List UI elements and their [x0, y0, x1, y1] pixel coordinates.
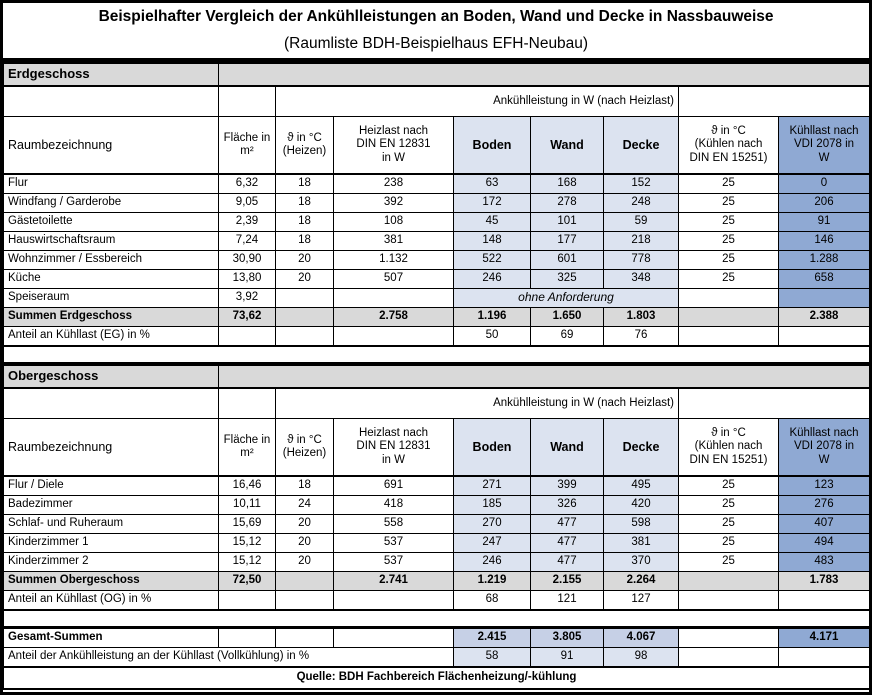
- cell-share-area: [219, 327, 276, 347]
- col-header-temp-cooling-line3: DIN EN 15251): [689, 453, 768, 466]
- table-row-grand-share: [4, 648, 870, 668]
- col-header-coolload-line1: Kühllast nach: [789, 427, 859, 440]
- col-header-wall: Wand: [531, 419, 604, 477]
- spacer-cell: [4, 346, 870, 363]
- cell-coolload: 407: [779, 515, 870, 534]
- cell-grand-share-label: Anteil der Ankühlleistung an der Kühllast (Vollkühlung) in %: [4, 648, 454, 668]
- cell-heatload: 507: [334, 270, 454, 289]
- col-header-heatload-line1: Heizlast nach: [358, 125, 429, 138]
- col-header-area-line2: m²: [240, 447, 254, 459]
- cell-ceiling: 348: [604, 270, 679, 289]
- cell-temp-cooling: 25: [679, 496, 779, 515]
- cell-floor: 148: [454, 232, 531, 251]
- cell-temp-cooling: 25: [679, 270, 779, 289]
- cell-grand-share-coolload: [779, 648, 870, 668]
- cell-wall: 101: [531, 213, 604, 232]
- cell-area: 16,46: [219, 476, 276, 496]
- cell-room: Gästetoilette: [4, 213, 219, 232]
- cell-share-coolload: [779, 327, 870, 347]
- cell-temp-cooling: 25: [679, 534, 779, 553]
- group-header-ankuehlleistung: Ankühlleistung in W (nach Heizlast): [276, 388, 679, 419]
- cell-share-temp-heating: [276, 327, 334, 347]
- cell-grand-share-floor: 58: [454, 648, 531, 668]
- cell-coolload: 658: [779, 270, 870, 289]
- cell-room: Speiseraum: [4, 289, 219, 308]
- cell-room: Flur: [4, 174, 219, 194]
- cell-ceiling: 248: [604, 194, 679, 213]
- section-spacer: [4, 346, 870, 363]
- col-header-temp-cooling: [679, 117, 779, 175]
- table-row: [4, 270, 870, 289]
- table-row: [4, 213, 870, 232]
- cell-temp-cooling: 25: [679, 213, 779, 232]
- group-header-blank-area: [219, 86, 276, 117]
- cell-sum-temp-cooling: [679, 572, 779, 591]
- cell-heatload: 1.132: [334, 251, 454, 270]
- group-header-blank-area: [219, 388, 276, 419]
- cell-ceiling: 495: [604, 476, 679, 496]
- cell-floor: 522: [454, 251, 531, 270]
- table-row: [4, 194, 870, 213]
- cell-grand-share-wall: 91: [531, 648, 604, 668]
- table-row: [4, 534, 870, 553]
- col-header-temp-heating-line1: ϑ in °C: [287, 131, 322, 144]
- cell-temp-cooling: 25: [679, 515, 779, 534]
- cell-grand-total-ceiling: 4.067: [604, 628, 679, 648]
- cell-coolload: 146: [779, 232, 870, 251]
- cell-ceiling: 420: [604, 496, 679, 515]
- cell-area: 7,24: [219, 232, 276, 251]
- cell-room: Windfang / Garderobe: [4, 194, 219, 213]
- cell-area: 15,12: [219, 553, 276, 572]
- cell-sum-ceiling: 1.803: [604, 308, 679, 327]
- col-header-temp-heating-line2: (Heizen): [282, 447, 327, 459]
- col-header-area-line1: Fläche in: [223, 433, 271, 446]
- group-header-row: [4, 388, 870, 419]
- cell-temp-cooling: 25: [679, 194, 779, 213]
- cell-wall: 399: [531, 476, 604, 496]
- cell-share-ceiling: 127: [604, 591, 679, 611]
- col-header-temp-cooling-line1: ϑ in °C: [711, 427, 746, 440]
- table-row: [4, 496, 870, 515]
- cell-sum-floor: 1.196: [454, 308, 531, 327]
- cell-wall: 477: [531, 534, 604, 553]
- spacer-cell: [4, 610, 870, 627]
- cell-coolload: 206: [779, 194, 870, 213]
- cell-wall: 477: [531, 515, 604, 534]
- section-band-erdgeschoss: [4, 63, 870, 87]
- col-header-temp-cooling-line2: (Kühlen nach: [694, 138, 763, 151]
- cell-grand-total-heatload: [334, 628, 454, 648]
- cell-heatload: 381: [334, 232, 454, 251]
- cell-no-requirement-note: ohne Anforderung: [454, 289, 679, 308]
- col-header-ceiling: Decke: [604, 117, 679, 175]
- cell-area: 10,11: [219, 496, 276, 515]
- cell-coolload: 483: [779, 553, 870, 572]
- cell-ceiling: 152: [604, 174, 679, 194]
- table-row: [4, 476, 870, 496]
- group-header-ankuehlleistung: Ankühlleistung in W (nach Heizlast): [276, 86, 679, 117]
- cell-share-heatload: [334, 591, 454, 611]
- col-header-heatload: [334, 117, 454, 175]
- cell-grand-share-ceiling: 98: [604, 648, 679, 668]
- table-totals: [3, 627, 870, 690]
- cell-room: Hauswirtschaftsraum: [4, 232, 219, 251]
- col-header-heatload-line1: Heizlast nach: [358, 427, 429, 440]
- col-header-room: Raumbezeichnung: [4, 117, 219, 175]
- cell-share-ceiling: 76: [604, 327, 679, 347]
- cell-share-area: [219, 591, 276, 611]
- table-row: [4, 515, 870, 534]
- cell-room: Badezimmer: [4, 496, 219, 515]
- table-row: [4, 251, 870, 270]
- cell-sum-area: 73,62: [219, 308, 276, 327]
- cell-heatload: 108: [334, 213, 454, 232]
- cell-share-wall: 69: [531, 327, 604, 347]
- source-row: [4, 667, 870, 689]
- cell-coolload: 276: [779, 496, 870, 515]
- cell-share-temp-heating: [276, 591, 334, 611]
- cell-wall: 477: [531, 553, 604, 572]
- cell-room: Wohnzimmer / Essbereich: [4, 251, 219, 270]
- cell-heatload: 537: [334, 534, 454, 553]
- cell-sum-temp-heating: [276, 308, 334, 327]
- col-header-coolload-line3: W: [818, 151, 830, 164]
- cell-coolload: 1.288: [779, 251, 870, 270]
- cell-area: 9,05: [219, 194, 276, 213]
- group-header-blank-left: [4, 388, 219, 419]
- cell-temp-heating: 20: [276, 515, 334, 534]
- cell-room: Küche: [4, 270, 219, 289]
- cell-room: Flur / Diele: [4, 476, 219, 496]
- cell-sum-ceiling: 2.264: [604, 572, 679, 591]
- table-row-sum: [4, 572, 870, 591]
- col-header-room: Raumbezeichnung: [4, 419, 219, 477]
- cell-share-label: Anteil an Kühllast (EG) in %: [4, 327, 219, 347]
- cell-wall: 177: [531, 232, 604, 251]
- col-header-area: [219, 419, 276, 477]
- cell-wall: 325: [531, 270, 604, 289]
- cell-sum-heatload: 2.741: [334, 572, 454, 591]
- col-header-area: [219, 117, 276, 175]
- cell-ceiling: 381: [604, 534, 679, 553]
- col-header-temp-heating: [276, 117, 334, 175]
- cell-ceiling: 598: [604, 515, 679, 534]
- cell-coolload: [779, 289, 870, 308]
- cell-coolload: 91: [779, 213, 870, 232]
- cell-heatload: 238: [334, 174, 454, 194]
- cell-floor: 45: [454, 213, 531, 232]
- col-header-temp-cooling-line2: (Kühlen nach: [694, 440, 763, 453]
- cell-grand-total-wall: 3.805: [531, 628, 604, 648]
- table-row: [4, 174, 870, 194]
- col-header-area-line1: Fläche in: [223, 131, 271, 144]
- group-header-blank-right: [679, 388, 870, 419]
- table-row-speiseraum: [4, 289, 870, 308]
- cell-area: 6,32: [219, 174, 276, 194]
- cell-ceiling: 370: [604, 553, 679, 572]
- cell-grand-total-temp-cooling: [679, 628, 779, 648]
- col-header-heatload-line2: DIN EN 12831: [356, 440, 431, 453]
- table-row-share: [4, 327, 870, 347]
- table-row: [4, 232, 870, 251]
- table-erdgeschoss: [3, 61, 870, 363]
- col-header-temp-cooling-line1: ϑ in °C: [711, 125, 746, 138]
- cell-coolload: 494: [779, 534, 870, 553]
- group-header-blank-right: [679, 86, 870, 117]
- cell-grand-total-area: [219, 628, 276, 648]
- cell-temp-cooling: 25: [679, 232, 779, 251]
- group-header-row: [4, 86, 870, 117]
- col-header-area-line2: m²: [240, 145, 254, 157]
- cell-heatload: 537: [334, 553, 454, 572]
- cell-temp-heating: 18: [276, 213, 334, 232]
- table-row-share: [4, 591, 870, 611]
- cell-room: Kinderzimmer 1: [4, 534, 219, 553]
- cell-sum-wall: 1.650: [531, 308, 604, 327]
- cell-temp-cooling: [679, 289, 779, 308]
- cell-grand-total-floor: 2.415: [454, 628, 531, 648]
- cell-area: 30,90: [219, 251, 276, 270]
- cell-grand-total-coolload: 4.171: [779, 628, 870, 648]
- cell-wall: 326: [531, 496, 604, 515]
- section-band-label: Obergeschoss: [4, 365, 219, 389]
- cell-temp-heating: 20: [276, 270, 334, 289]
- col-header-wall: Wand: [531, 117, 604, 175]
- cell-sum-floor: 1.219: [454, 572, 531, 591]
- cell-grand-total-temp-heating: [276, 628, 334, 648]
- table-obergeschoss: [3, 363, 870, 627]
- column-header-row: [4, 419, 870, 477]
- cell-area: 3,92: [219, 289, 276, 308]
- cell-temp-heating: 20: [276, 251, 334, 270]
- cell-sum-coolload: 2.388: [779, 308, 870, 327]
- cell-share-floor: 68: [454, 591, 531, 611]
- cell-wall: 168: [531, 174, 604, 194]
- col-header-heatload-line3: in W: [382, 151, 405, 164]
- cell-wall: 601: [531, 251, 604, 270]
- cell-temp-cooling: 25: [679, 553, 779, 572]
- col-header-heatload-line3: in W: [382, 453, 405, 466]
- cell-floor: 172: [454, 194, 531, 213]
- cell-temp-cooling: 25: [679, 251, 779, 270]
- cell-floor: 246: [454, 270, 531, 289]
- cell-heatload: 418: [334, 496, 454, 515]
- source-note: Quelle: BDH Fachbereich Flächenheizung/-kühlung: [4, 667, 870, 689]
- col-header-floor: Boden: [454, 419, 531, 477]
- page-title: Beispielhafter Vergleich der Ankühlleistungen an Boden, Wand und Decke in Nassbauweise: [98, 7, 774, 25]
- col-header-temp-cooling-line3: DIN EN 15251): [689, 151, 768, 164]
- col-header-temp-heating-line1: ϑ in °C: [287, 433, 322, 446]
- cell-floor: 185: [454, 496, 531, 515]
- group-header-blank-left: [4, 86, 219, 117]
- col-header-floor: Boden: [454, 117, 531, 175]
- col-header-heatload-line2: DIN EN 12831: [356, 138, 431, 151]
- cell-sum-temp-heating: [276, 572, 334, 591]
- cell-grand-share-temp-cooling: [679, 648, 779, 668]
- cell-share-label: Anteil an Kühllast (OG) in %: [4, 591, 219, 611]
- cell-heatload: [334, 289, 454, 308]
- col-header-coolload-line2: VDI 2078 in: [793, 440, 855, 453]
- col-header-coolload-line1: Kühllast nach: [789, 125, 859, 138]
- cell-temp-heating: 20: [276, 534, 334, 553]
- cell-temp-heating: 24: [276, 496, 334, 515]
- cell-heatload: 691: [334, 476, 454, 496]
- cell-room: Schlaf- und Ruheraum: [4, 515, 219, 534]
- cell-share-wall: 121: [531, 591, 604, 611]
- cell-temp-heating: 20: [276, 553, 334, 572]
- col-header-temp-heating: [276, 419, 334, 477]
- cell-grand-total-label: Gesamt-Summen: [4, 628, 219, 648]
- col-header-temp-cooling: [679, 419, 779, 477]
- table-row-grand-total: [4, 628, 870, 648]
- cell-ceiling: 778: [604, 251, 679, 270]
- cell-wall: 278: [531, 194, 604, 213]
- cell-area: 2,39: [219, 213, 276, 232]
- cell-temp-cooling: 25: [679, 174, 779, 194]
- cell-sum-heatload: 2.758: [334, 308, 454, 327]
- cell-share-temp-cooling: [679, 327, 779, 347]
- cell-sum-coolload: 1.783: [779, 572, 870, 591]
- cell-coolload: 0: [779, 174, 870, 194]
- section-band-obergeschoss: [4, 365, 870, 389]
- cell-ceiling: 59: [604, 213, 679, 232]
- cell-area: 15,12: [219, 534, 276, 553]
- cell-temp-heating: 18: [276, 476, 334, 496]
- col-header-coolload: [779, 117, 870, 175]
- cell-floor: 246: [454, 553, 531, 572]
- cell-floor: 270: [454, 515, 531, 534]
- section-band-label: Erdgeschoss: [4, 63, 219, 87]
- cell-temp-cooling: 25: [679, 476, 779, 496]
- section-band-filler: [219, 365, 870, 389]
- page-subtitle: (Raumliste BDH-Beispielhaus EFH-Neubau): [3, 30, 869, 60]
- col-header-coolload-line3: W: [818, 453, 830, 466]
- cell-sum-label: Summen Erdgeschoss: [4, 308, 219, 327]
- cell-coolload: 123: [779, 476, 870, 496]
- col-header-ceiling: Decke: [604, 419, 679, 477]
- cell-sum-area: 72,50: [219, 572, 276, 591]
- cell-floor: 63: [454, 174, 531, 194]
- title-table: [3, 3, 869, 61]
- cell-sum-temp-cooling: [679, 308, 779, 327]
- cell-temp-heating: 18: [276, 232, 334, 251]
- column-header-row: [4, 117, 870, 175]
- cell-share-floor: 50: [454, 327, 531, 347]
- table-row-sum: [4, 308, 870, 327]
- cell-sum-label: Summen Obergeschoss: [4, 572, 219, 591]
- table-row: [4, 553, 870, 572]
- cell-temp-heating: [276, 289, 334, 308]
- cell-temp-heating: 18: [276, 174, 334, 194]
- section-spacer: [4, 610, 870, 627]
- cell-ceiling: 218: [604, 232, 679, 251]
- cell-temp-heating: 18: [276, 194, 334, 213]
- cell-share-coolload: [779, 591, 870, 611]
- cell-floor: 247: [454, 534, 531, 553]
- cell-heatload: 558: [334, 515, 454, 534]
- col-header-coolload-line2: VDI 2078 in: [793, 138, 855, 151]
- cell-area: 13,80: [219, 270, 276, 289]
- col-header-heatload: [334, 419, 454, 477]
- cell-area: 15,69: [219, 515, 276, 534]
- cell-floor: 271: [454, 476, 531, 496]
- cell-share-heatload: [334, 327, 454, 347]
- col-header-coolload: [779, 419, 870, 477]
- col-header-temp-heating-line2: (Heizen): [282, 145, 327, 157]
- cell-heatload: 392: [334, 194, 454, 213]
- cell-room: Kinderzimmer 2: [4, 553, 219, 572]
- section-band-filler: [219, 63, 870, 87]
- cell-sum-wall: 2.155: [531, 572, 604, 591]
- cell-share-temp-cooling: [679, 591, 779, 611]
